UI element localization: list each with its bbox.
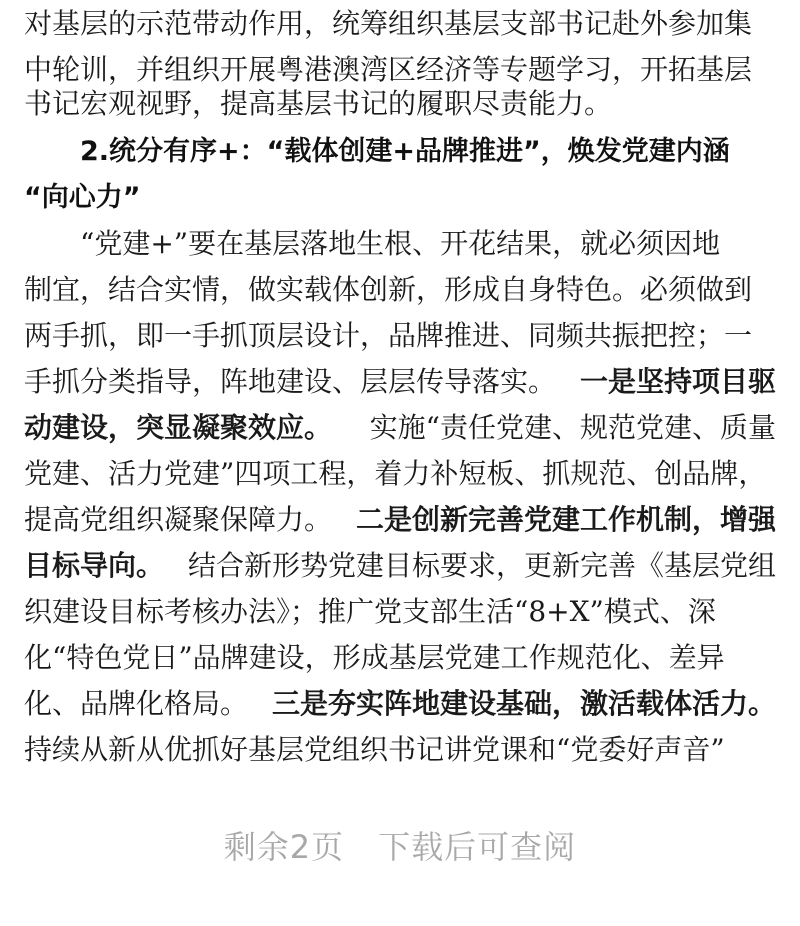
text-line: 制宜，结合实情，做实载体创新，形成自身特色。必须做到 xyxy=(24,273,753,306)
text-line: 动建设，突显凝聚效应。 实施“责任党建、规范党建、质量 xyxy=(24,406,776,450)
bold-point: 二是创新完善党建工作机制，增强 xyxy=(355,503,776,536)
download-to-view-label: 下载后可查阅 xyxy=(378,828,577,866)
text-line: 持续从新从优抓好基层党组织书记讲党课和“党委好声音” xyxy=(24,733,725,766)
text-line: 织建设目标考核办法》；推广党支部生活“8+X”模式、深 xyxy=(24,595,716,628)
text-line: 提高党组织凝聚保障力。 二是创新完善党建工作机制，增强 xyxy=(24,498,776,542)
bold-point: 动建设，突显凝聚效应。 xyxy=(24,411,333,444)
text-line: 目标导向。 结合新形势党建目标要求，更新完善《基层党组 xyxy=(24,544,776,588)
bold-point: 三是夯实阵地建设基础，激活载体活力。 xyxy=(271,687,776,720)
section-heading: 2.统分有序+：“载体创建+品牌推进”，焕发党建内涵 xyxy=(80,136,730,167)
text-line: 两手抓，即一手抓顶层设计，品牌推进、同频共振把控；一 xyxy=(24,319,753,352)
bold-point: 目标导向。 xyxy=(24,549,165,582)
section-heading-cont: “向心力” xyxy=(24,182,141,213)
text-line: 中轮训，并组织开展粤港澳湾区经济等专题学习，开拓基层 xyxy=(24,53,753,86)
text-line: 书记宏观视野，提高基层书记的履职尽责能力。 xyxy=(24,87,613,120)
bold-point: 一是坚持项目驱 xyxy=(579,365,776,398)
download-prompt[interactable] xyxy=(0,822,800,868)
text-line: 党建、活力党建”四项工程，着力补短板、抓规范、创品牌， xyxy=(24,457,767,490)
text-line: 化、品牌化格局。 三是夯实阵地建设基础，激活载体活力。 xyxy=(24,682,776,726)
remaining-pages-label: 剩余2页 xyxy=(223,828,345,866)
text-line: 对基层的示范带动作用，统筹组织基层支部书记赴外参加集 xyxy=(24,7,753,40)
text-line: 手抓分类指导，阵地建设、层层传导落实。 一是坚持项目驱 xyxy=(24,360,776,404)
text-line: 化“特色党日”品牌建设，形成基层党建工作规范化、差异 xyxy=(24,641,725,674)
text-line: “党建+”要在基层落地生根、开花结果，就必须因地 xyxy=(80,227,721,260)
